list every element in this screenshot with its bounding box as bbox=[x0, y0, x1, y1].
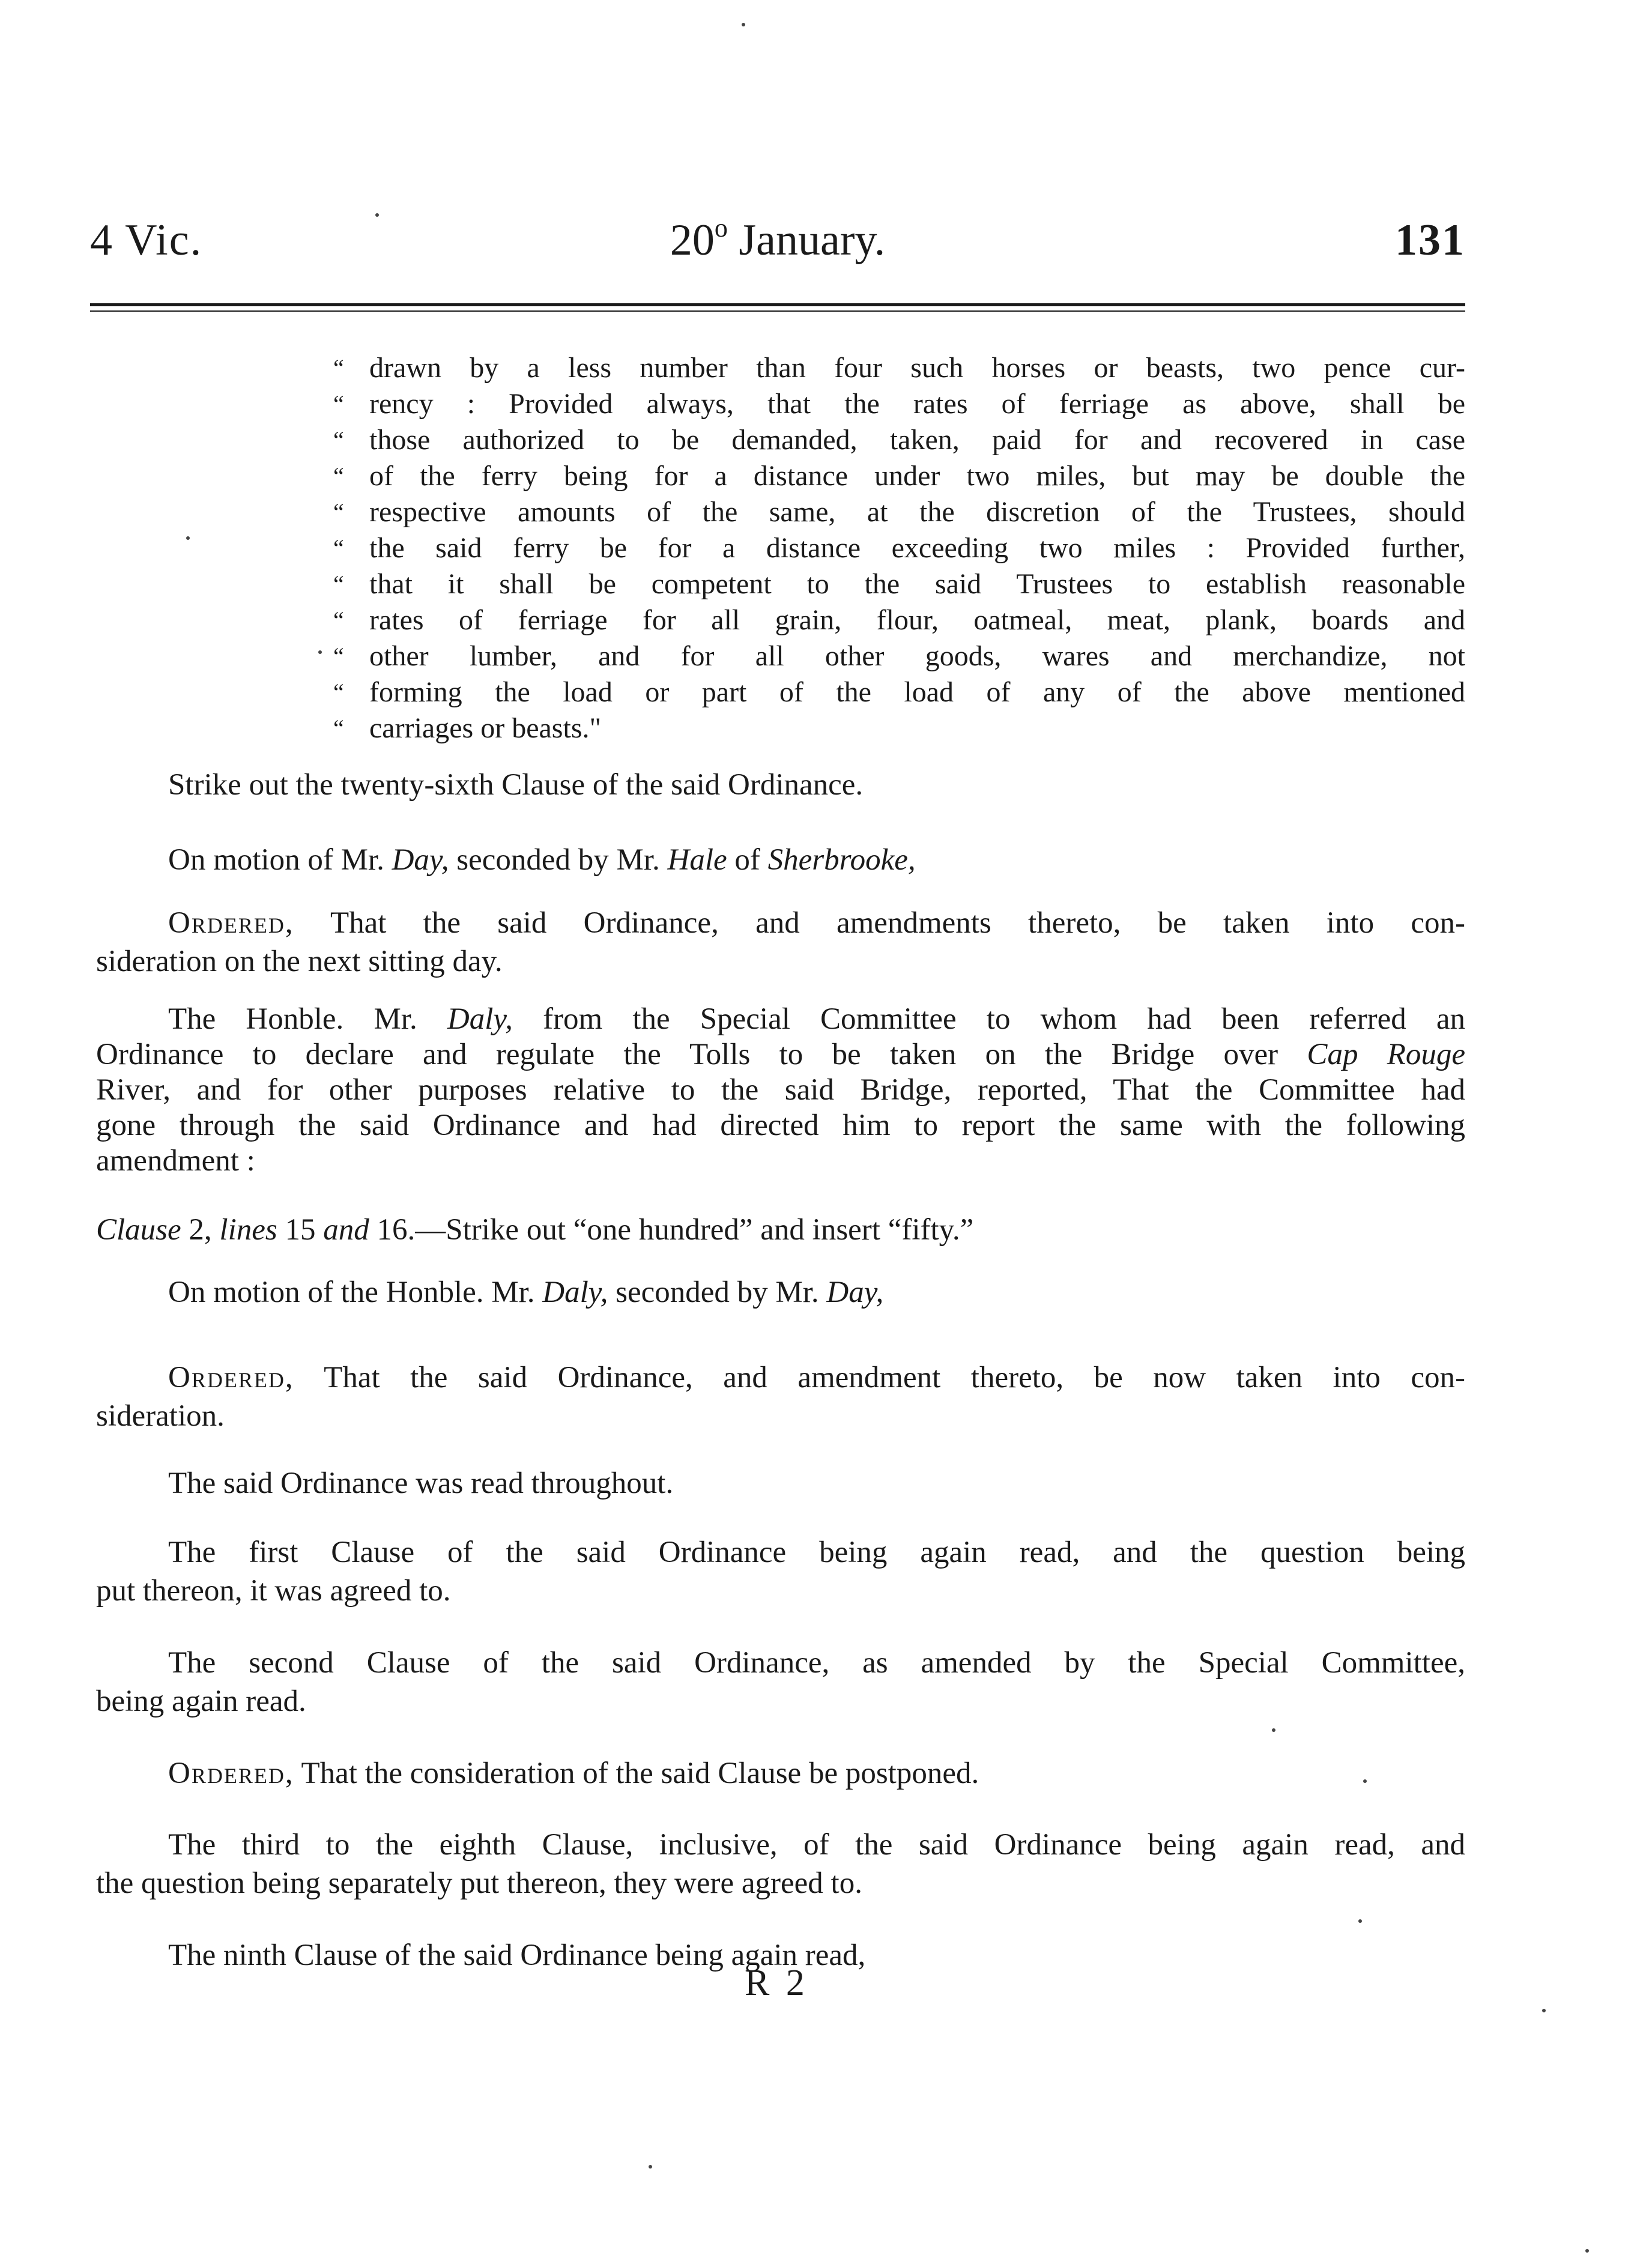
amendment-text: lines bbox=[219, 1213, 277, 1247]
quoted-line-text: other lumber, and for all other goods, wares and merchandize, not bbox=[369, 640, 1465, 672]
ninth-clause-paragraph: The ninth Clause of the said Ordinance being again read, bbox=[168, 1939, 866, 1972]
report-paragraph-line: amendment : bbox=[96, 1144, 255, 1178]
ordered-text: That the said Ordinance, and amendment thereto, be now taken into con- bbox=[324, 1361, 1465, 1394]
quoted-line bbox=[333, 566, 1465, 602]
ordered-text: That the said Ordinance, and amendments thereto, be taken into con- bbox=[330, 906, 1465, 940]
quote-mark: “ bbox=[333, 390, 344, 417]
quote-mark: “ bbox=[333, 534, 344, 561]
amendment-text: 16.—Strike out “one hundred” and insert “fifty.” bbox=[377, 1213, 974, 1247]
report-paragraph-line bbox=[168, 1000, 1465, 1038]
ordered-word: Ordered, bbox=[168, 1757, 294, 1790]
quoted-line bbox=[333, 422, 1465, 458]
quoted-line bbox=[333, 458, 1465, 494]
first-clause-text: The first Clause of the said Ordinance being again read, and the question being bbox=[168, 1536, 1465, 1569]
amendment-text: Clause bbox=[96, 1213, 181, 1247]
report-text: from the Special Committee to whom had been referred an bbox=[543, 1002, 1465, 1036]
motion-text: On motion of the Honble. Mr. bbox=[168, 1276, 535, 1309]
quote-mark: “ bbox=[333, 462, 344, 489]
quoted-line bbox=[333, 530, 1465, 566]
motion-paragraph bbox=[168, 1273, 883, 1312]
ordered-line-text bbox=[168, 904, 1465, 942]
signature-mark: R 2 bbox=[745, 1963, 808, 2003]
header-rule-thin bbox=[90, 310, 1465, 312]
amendment-line bbox=[96, 1211, 973, 1249]
motion-text: On motion of Mr. bbox=[168, 843, 384, 877]
amendment-text: 2, bbox=[189, 1213, 212, 1247]
ordered-paragraph-line: sideration. bbox=[96, 1399, 225, 1433]
quoted-line-text: respective amounts of the same, at the discretion of the Trustees, should bbox=[369, 496, 1465, 528]
third-clause-paragraph-line: the question being separately put thereon, they were agreed to. bbox=[96, 1866, 862, 1900]
quoted-line-text: carriages or beasts." bbox=[369, 712, 602, 744]
quoted-line-text: those authorized to be demanded, taken, paid for and recovered in case bbox=[369, 424, 1465, 456]
ordered-paragraph-line bbox=[168, 904, 1465, 942]
quote-mark: “ bbox=[333, 354, 344, 381]
quote-mark: “ bbox=[333, 643, 344, 670]
scan-speck bbox=[1542, 2009, 1546, 2012]
report-line-text bbox=[96, 1035, 1465, 1074]
quoted-line-text: forming the load or part of the load of any of the above mentioned bbox=[369, 676, 1465, 708]
report-text: Ordinance to declare and regulate the Tolls to be taken on the Bridge over bbox=[96, 1038, 1278, 1071]
quoted-line-text: of the ferry being for a distance under two miles, but may be double the bbox=[369, 460, 1465, 492]
place-name: Cap Rouge bbox=[1307, 1038, 1465, 1071]
quoted-line-text: the said ferry be for a distance exceeding two miles : Provided further, bbox=[369, 532, 1465, 564]
quoted-line-text: drawn by a less number than four such horses or beasts, two pence cur- bbox=[369, 352, 1465, 384]
third-clause-paragraph-line bbox=[168, 1826, 1465, 1864]
quote-mark: “ bbox=[333, 571, 344, 598]
scan-speck bbox=[186, 536, 190, 540]
member-name: Daly, bbox=[542, 1276, 608, 1309]
quoted-line-text: rates of ferriage for all grain, flour, oatmeal, meat, plank, boards and bbox=[369, 604, 1465, 636]
scan-speck bbox=[1363, 1779, 1367, 1783]
place-name: Sherbrooke, bbox=[767, 843, 916, 877]
second-clause-text: The second Clause of the said Ordinance, as amended by the Special Committee, bbox=[168, 1646, 1465, 1680]
first-clause-paragraph-line: put thereon, it was agreed to. bbox=[96, 1574, 451, 1608]
first-clause-paragraph-line bbox=[168, 1533, 1465, 1572]
motion-text: seconded by Mr. bbox=[456, 843, 660, 877]
report-paragraph-line bbox=[96, 1035, 1465, 1074]
motion-paragraph bbox=[168, 841, 916, 879]
motion-text: of bbox=[734, 843, 760, 877]
ordered-line-text bbox=[168, 1358, 1465, 1397]
report-text: The Honble. Mr. bbox=[168, 1002, 417, 1036]
report-paragraph-line bbox=[96, 1106, 1465, 1145]
quote-mark: “ bbox=[333, 498, 344, 525]
running-head bbox=[90, 207, 1465, 273]
second-clause-paragraph-line: being again read. bbox=[96, 1684, 306, 1718]
report-line-text: River, and for other purposes relative to the said Bridge, reported, That the Committee had bbox=[96, 1073, 1465, 1107]
quoted-line-text: that it shall be competent to the said Trustees to establish reasonable bbox=[369, 568, 1465, 600]
member-name: Hale bbox=[667, 843, 727, 877]
scan-speck bbox=[742, 23, 745, 26]
second-clause-paragraph-line bbox=[168, 1644, 1465, 1682]
date-day: 20 bbox=[670, 216, 715, 265]
quoted-line bbox=[333, 710, 1465, 746]
report-line-text bbox=[168, 1000, 1465, 1038]
quoted-line bbox=[333, 638, 1465, 674]
quoted-line bbox=[333, 494, 1465, 530]
running-head-date bbox=[90, 207, 1465, 273]
date-superscript: o bbox=[714, 213, 728, 243]
scan-speck bbox=[1358, 1919, 1362, 1923]
amendment-text: 15 bbox=[285, 1213, 316, 1247]
header-rule-thick bbox=[90, 303, 1465, 306]
ordered-paragraph-line: sideration on the next sitting day. bbox=[96, 945, 503, 978]
read-throughout-paragraph: The said Ordinance was read throughout. bbox=[168, 1466, 674, 1500]
quoted-line bbox=[333, 386, 1465, 422]
strike-out-paragraph: Strike out the twenty-sixth Clause of the said Ordinance. bbox=[168, 768, 864, 802]
ordered-word: Ordered, bbox=[168, 1361, 294, 1394]
scan-speck bbox=[375, 213, 379, 217]
scan-speck bbox=[318, 650, 322, 654]
report-line-text: gone through the said Ordinance and had directed him to report the same with the following bbox=[96, 1109, 1465, 1142]
scan-speck bbox=[649, 2165, 652, 2169]
page-number: 131 bbox=[1395, 216, 1465, 265]
quoted-line-text: rency : Provided always, that the rates of ferriage as above, shall be bbox=[369, 388, 1465, 420]
quote-mark: “ bbox=[333, 607, 344, 634]
third-clause-text: The third to the eighth Clause, inclusive, of the said Ordinance being again read, and bbox=[168, 1828, 1465, 1862]
ordered-text: That the consideration of the said Clause be postponed. bbox=[301, 1757, 979, 1790]
member-name: Day, bbox=[392, 843, 449, 877]
running-head-left: 4 Vic. bbox=[90, 216, 203, 265]
ordered-word: Ordered, bbox=[168, 906, 294, 940]
ordered-paragraph-line bbox=[168, 1754, 979, 1793]
quote-mark: “ bbox=[333, 426, 344, 453]
quoted-line bbox=[333, 602, 1465, 638]
date-month: January. bbox=[739, 216, 886, 265]
scan-speck bbox=[1585, 2249, 1589, 2253]
ordered-paragraph-line bbox=[168, 1358, 1465, 1397]
member-name: Day, bbox=[826, 1276, 884, 1309]
quote-mark: “ bbox=[333, 715, 344, 742]
member-name: Daly, bbox=[447, 1002, 513, 1036]
quoted-line bbox=[333, 674, 1465, 710]
scan-speck bbox=[1272, 1728, 1275, 1732]
motion-text: seconded by Mr. bbox=[616, 1276, 819, 1309]
report-paragraph-line bbox=[96, 1071, 1465, 1109]
quoted-line bbox=[333, 350, 1465, 386]
quote-mark: “ bbox=[333, 679, 344, 706]
amendment-text: and bbox=[323, 1213, 369, 1247]
